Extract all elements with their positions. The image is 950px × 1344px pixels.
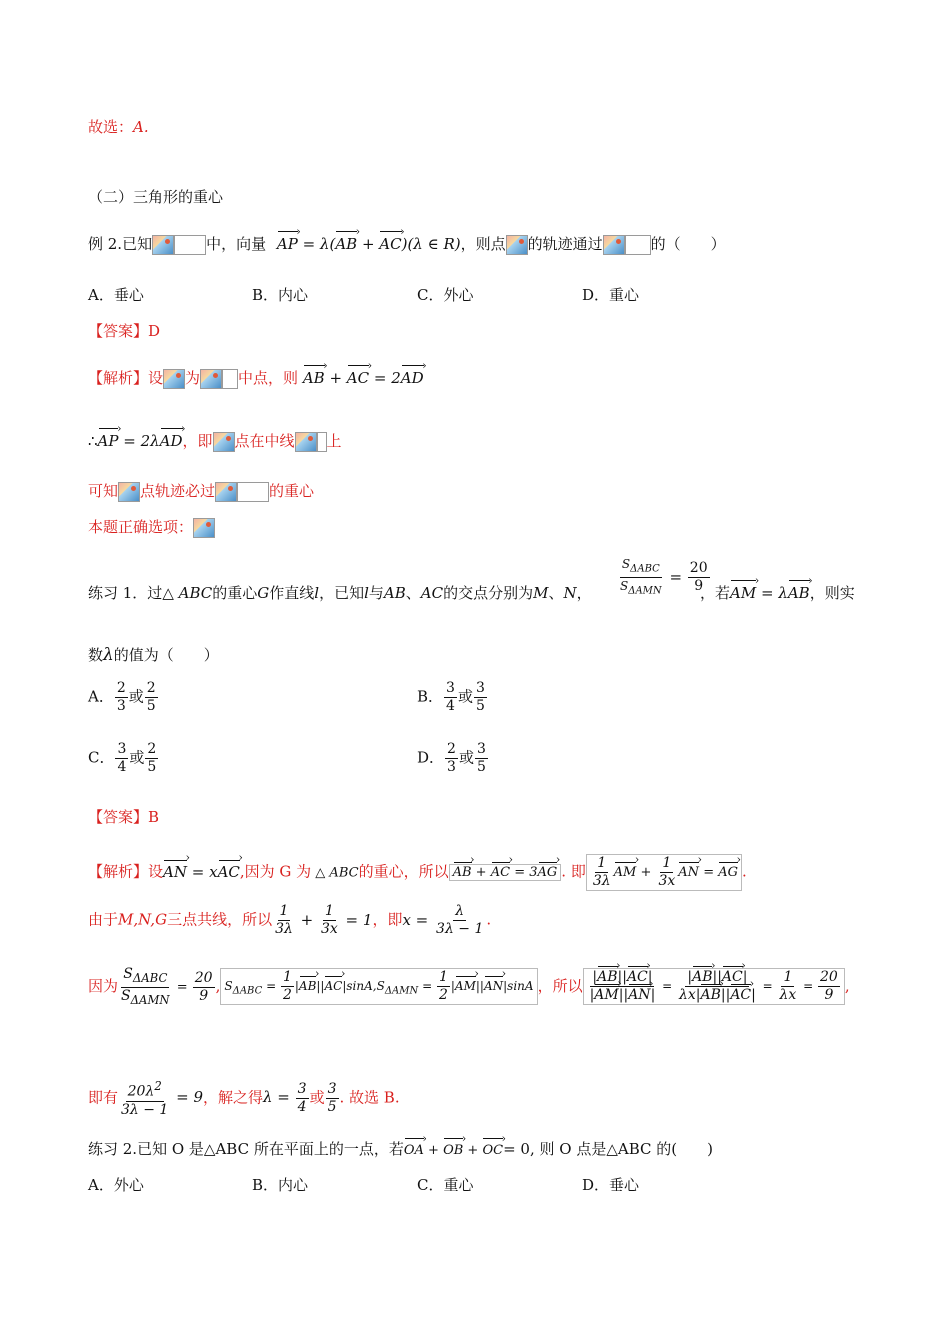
- p1-text-j: ，则实: [809, 584, 855, 602]
- analysis-1-line-2: [88, 431, 342, 452]
- ex2-text-b: 中，向量: [206, 235, 267, 253]
- ex2-option-b: B．内心: [252, 286, 309, 304]
- frac-num: 3: [117, 741, 127, 757]
- p1-text-e: 与: [368, 584, 384, 602]
- image-placeholder-icon: [163, 369, 185, 389]
- jx2-text-h: 因为: [88, 976, 119, 995]
- p1-ratio-num: 20: [689, 560, 708, 577]
- jx1-text-g: 上: [326, 432, 342, 450]
- practice-1-stem: 练习 1．过△ ABC的重心G作直线l，已知l与AB、AC的交点分别为M、N，: [88, 584, 592, 602]
- frac-den: 4: [446, 698, 455, 714]
- analysis-2-line-1: 【解析】设AN › = xAC ›,因为 G 为 △ ABC的重心，所以 AB › + AC › = 3AG › . 即 $\frac{1}{3\lambda}$ AM › + $\frac{1}{3x}$ AN › = AG › .: [88, 854, 747, 891]
- image-placeholder-frame: [174, 235, 206, 255]
- image-placeholder-icon: [193, 518, 215, 538]
- conclusion-text: 故选：: [88, 118, 134, 136]
- p1-sep: 、: [405, 584, 421, 602]
- jx1-text-f: 点在中线: [234, 432, 295, 450]
- jx2-text-d: . 即: [561, 862, 586, 881]
- jx1-text-k: 本题正确选项：: [88, 518, 194, 536]
- frac-num: 3: [476, 741, 486, 757]
- p1-opt-a-label: A．: [88, 687, 114, 706]
- jx2-text-e: 由于: [88, 910, 119, 929]
- image-placeholder-icon: [215, 482, 237, 502]
- p2-text-c: , 则 O 点是△ABC 的( ): [529, 1140, 713, 1158]
- jx2-text-f: 三点共线，所以: [167, 910, 273, 929]
- p1-text-i: ，若: [700, 584, 731, 602]
- example-2-stem: [88, 234, 726, 255]
- p2-option-c: C．重心: [417, 1176, 474, 1194]
- p2-text-b: = 0: [503, 1140, 530, 1158]
- jx1-formula-2: AP › = 2λAD ›: [98, 432, 183, 450]
- image-placeholder-icon: [295, 432, 317, 452]
- ex2-text-d: 的轨迹通过: [527, 235, 603, 253]
- p1-option-c: [88, 741, 159, 776]
- or-text: 或: [458, 748, 474, 767]
- jx2-text-i: ，所以: [537, 976, 583, 995]
- jx2-text-k: ，解之得: [203, 1088, 264, 1107]
- p1-text-c: 作直线: [269, 584, 315, 602]
- p2-option-a: A．外心: [88, 1176, 144, 1194]
- p1-sep-2: 、: [548, 584, 564, 602]
- frac-num: 3: [446, 680, 455, 696]
- p1-text-k: 数: [88, 646, 104, 664]
- ex2-option-d: D．重心: [582, 286, 640, 304]
- p1-text-d: ，已知: [319, 584, 365, 602]
- jx1-text-i: 点轨迹必过: [140, 482, 216, 500]
- answer-1: 【答案】D: [88, 322, 161, 340]
- p2-option-b: B．内心: [252, 1176, 309, 1194]
- or-text: 或: [128, 687, 144, 706]
- image-placeholder-frame: [317, 432, 327, 452]
- frac-den: 5: [476, 759, 486, 775]
- p1-area-ratio: $\frac{S_{\Delta ABC}}{S_{\Delta AMN}}$ = $\frac{20}{9}$: [620, 557, 708, 597]
- p1-text-l: 的值为（ ）: [113, 646, 219, 664]
- ex2-text-e: 的（ ）: [650, 235, 726, 253]
- p1-opt-d-label: D．: [417, 748, 445, 767]
- frac-den: 5: [146, 698, 156, 714]
- jx1-text-c: 中点，则: [238, 369, 299, 387]
- ex2-option-c: C．外心: [417, 286, 474, 304]
- p1-option-d: [417, 741, 489, 776]
- analysis-1-line-4: [88, 517, 215, 538]
- ex2-text-c: ，则点: [460, 235, 506, 253]
- jx2-text-a: 【解析】设: [88, 862, 164, 881]
- analysis-2-line-3: 因为 $\frac{S_{\Delta ABC}}{S_{\Delta AMN}}$ = $\frac{20}{9}$ , $S_{\Delta ABC}$ = $\frac{1}{2}$ |AB ›||AC $›|\sin A,S_{\Delta AMN}$ = $\frac{1}{2}$ |AM ›||AN ›|sinA ，所以 $\frac{|AB ›||AC ›|}{|AM ›||AN ›|}$ = $\frac{|AB ›||AC ›|}{\lambda x|AB ›||AC ›|}$ = $\frac{1}{\lambda x}$ = $\frac{20}{9}$ ,: [88, 966, 850, 1009]
- practice-1-stem-2: 数λ的值为（ ）: [88, 645, 219, 665]
- analysis-2-line-2: 由于M,N,G三点共线，所以 $\frac{1}{3\lambda}$ + $\frac{1}{3x}$ = 1，即x = $\frac{\lambda}{3\lambda - 1}$ .: [88, 903, 492, 937]
- jx2-text-c: 的重心，所以: [358, 862, 449, 881]
- image-placeholder-icon: [200, 369, 222, 389]
- jx2-text-b: ,因为 G 为: [239, 862, 312, 881]
- ex2-option-a: A．垂心: [88, 286, 144, 304]
- jx1-text-h: 可知: [88, 482, 119, 500]
- frac-den: 3: [447, 759, 456, 775]
- conclusion-line: [88, 117, 149, 137]
- image-placeholder-icon: [603, 235, 625, 255]
- p2-option-d: D．垂心: [582, 1176, 640, 1194]
- section-heading: （二）三角形的重心: [88, 188, 224, 206]
- or-text: 或: [457, 687, 473, 706]
- image-placeholder-icon: [152, 235, 174, 255]
- jx2-text-j: 即有: [88, 1088, 119, 1107]
- frac-den: 5: [147, 759, 157, 775]
- p1-option-b: [417, 680, 488, 715]
- ex2-text-a: 例 2.已知: [88, 235, 153, 253]
- practice-1-stem-tail: ，若AM › = λAB ›，则实: [700, 583, 855, 603]
- practice-2-stem: 练习 2.已知 O 是△ABC 所在平面上的一点，若OA › + OB › + OC ›= 0, 则 O 点是△ABC 的( ): [88, 1139, 713, 1161]
- jx1-text-b: 为: [185, 369, 201, 387]
- p1-text-h: ，: [576, 584, 592, 602]
- p1-text-a: 练习 1．过: [88, 584, 163, 602]
- p1-text-g: 的交点分别为: [443, 584, 534, 602]
- frac-num: 2: [147, 741, 157, 757]
- p1-opt-c-label: C．: [88, 748, 115, 767]
- or-text: 或: [129, 748, 145, 767]
- jx1-therefore: ∴: [88, 432, 98, 450]
- jx1-text-e: ，即: [182, 432, 213, 450]
- frac-num: 3: [475, 680, 485, 696]
- image-placeholder-icon: [213, 432, 235, 452]
- frac-num: 2: [447, 741, 456, 757]
- analysis-1-line-1: [88, 368, 424, 389]
- ex2-formula-op: = λ(: [302, 235, 336, 253]
- analysis-2-line-4: 即有 $\frac{20\lambda^2}{3\lambda - 1}$ = 9，解之得λ = $\frac{3}{4}$ 或 $\frac{3}{5}$ . 故选 B.: [88, 1079, 400, 1118]
- image-placeholder-frame: [222, 369, 238, 389]
- frac-den: 4: [117, 759, 127, 775]
- jx1-formula-1: AB › + AC › = 2AD ›: [303, 369, 424, 387]
- ex2-formula: AP › = λ(AB › + AC ›)(λ ∈ R): [277, 235, 461, 253]
- p1-ratio-den: 9: [694, 578, 704, 595]
- p2-text-a: 练习 2.已知 O 是△ABC 所在平面上的一点，若: [88, 1140, 404, 1158]
- image-placeholder-icon: [506, 235, 528, 255]
- jx1-text-j: 的重心: [269, 482, 315, 500]
- frac-den: 3: [116, 698, 126, 714]
- analysis-1-line-3: [88, 481, 314, 502]
- conclusion-answer: A.: [133, 118, 149, 136]
- frac-den: 5: [475, 698, 485, 714]
- image-placeholder-frame: [625, 235, 651, 255]
- p1-opt-b-label: B．: [417, 687, 444, 706]
- answer-2: 【答案】B: [88, 808, 160, 826]
- p1-option-a: [88, 680, 159, 715]
- image-placeholder-frame: [237, 482, 269, 502]
- image-placeholder-icon: [118, 482, 140, 502]
- jx2-text-g: ，即: [372, 910, 403, 929]
- jx1-text-a: 【解析】设: [88, 369, 164, 387]
- frac-num: 2: [146, 680, 156, 696]
- p1-text-b: 的重心: [212, 584, 258, 602]
- frac-num: 2: [116, 680, 126, 696]
- jx2-text-l: . 故选 B.: [339, 1088, 400, 1107]
